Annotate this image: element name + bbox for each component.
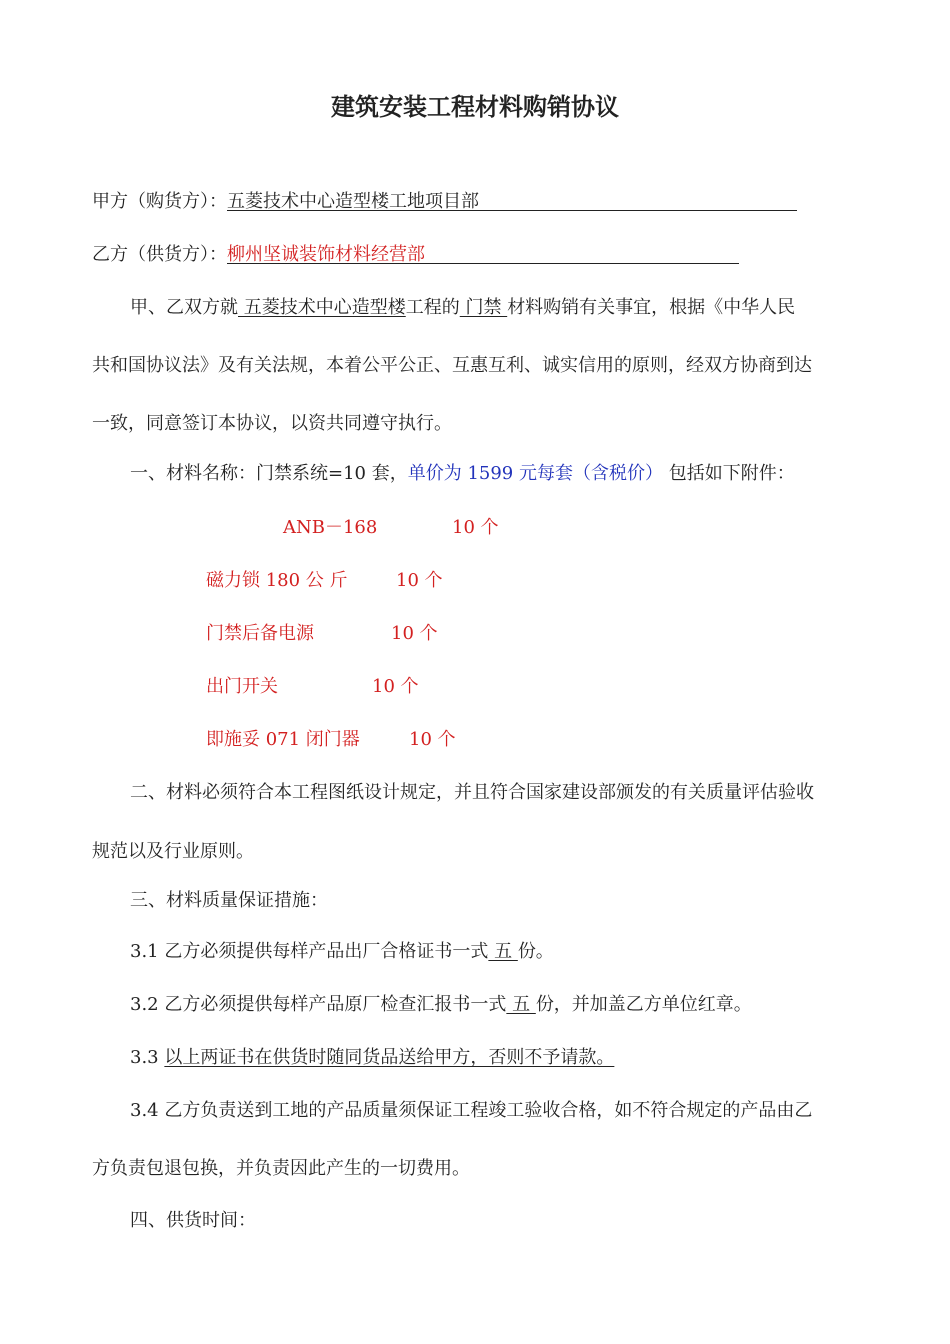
party-b-line (92, 243, 858, 267)
party-a-line (92, 190, 858, 214)
item-qty: 10 个 (391, 623, 438, 644)
item-name: ANB－168 (283, 517, 378, 538)
party-a-field (227, 190, 797, 211)
intro-text: 甲、乙双方就 (130, 297, 238, 318)
party-b-label: 乙方（供货方）： (92, 244, 227, 265)
item-qty: 10 个 (452, 517, 499, 538)
section2-line-2: 规范以及行业原则。 (92, 841, 254, 862)
item-qty: 10 个 (372, 676, 419, 697)
item-qty: 10 个 (409, 729, 456, 750)
item-name: 磁力锁 180 公 斤 (206, 570, 348, 591)
copy-count: 五 (506, 994, 536, 1015)
section3-heading: 三、材料质量保证措施： (130, 890, 328, 911)
clause-text: 3.3 (130, 1047, 165, 1068)
party-b-field (227, 243, 739, 264)
party-a-value: 五菱技术中心造型楼工地项目部 (227, 191, 479, 212)
clause-3-4-line-1: 3.4 乙方负责送到工地的产品质量须保证工程竣工验收合格，如不符合规定的产品由乙 (130, 1100, 813, 1121)
intro-line-1 (92, 296, 858, 320)
intro-text: 工程的 (405, 297, 460, 318)
party-b-value: 柳州坚诚装饰材料经营部 (227, 244, 425, 265)
clause-text: 3.2 乙方必须提供每样产品原厂检查汇报书一式 (130, 994, 507, 1015)
item-name: 门禁后备电源 (206, 623, 314, 644)
party-a-label: 甲方（购货方）： (92, 191, 227, 212)
clause-text: 份，并加盖乙方单位红章。 (535, 994, 752, 1015)
intro-line-3: 一致，同意签订本协议，以资共同遵守执行。 (92, 413, 452, 434)
section4-heading: 四、供货时间： (130, 1210, 256, 1231)
section1-line (92, 462, 858, 486)
section2-line-1: 二、材料必须符合本工程图纸设计规定，并且符合国家建设部颁发的有关质量评估验收 (130, 782, 814, 803)
clause-underlined: 以上两证书在供货时随同货品送给甲方，否则不予请款。 (164, 1047, 615, 1068)
item-name: 出门开关 (206, 676, 278, 697)
clause-3-1 (92, 940, 858, 964)
copy-count: 五 (488, 941, 518, 962)
project-name: 五菱技术中心造型楼 (238, 297, 406, 318)
document-title: 建筑安装工程材料购销协议 (331, 93, 619, 121)
clause-text: 3.1 乙方必须提供每样产品出厂合格证书一式 (130, 941, 489, 962)
item-name: 即施妥 071 闭门器 (206, 729, 360, 750)
clause-3-3 (92, 1046, 858, 1070)
section1-label: 一、材料名称：门禁系统=10 套， (130, 463, 408, 484)
material-item: 门禁 (459, 297, 508, 318)
clause-3-2 (92, 993, 858, 1017)
clause-text: 份。 (517, 941, 554, 962)
unit-price: 单价为 1599 元每套（含税价） (407, 463, 663, 484)
clause-3-4-line-2: 方负责包退包换，并负责因此产生的一切费用。 (92, 1158, 470, 1179)
intro-text: 材料购销有关事宜，根据《中华人民 (507, 297, 796, 318)
section1-tail: 包括如下附件： (662, 463, 795, 484)
intro-line-2: 共和国协议法》及有关法规，本着公平公正、互惠互利、诚实信用的原则，经双方协商到达 (92, 355, 812, 376)
item-qty: 10 个 (396, 570, 443, 591)
